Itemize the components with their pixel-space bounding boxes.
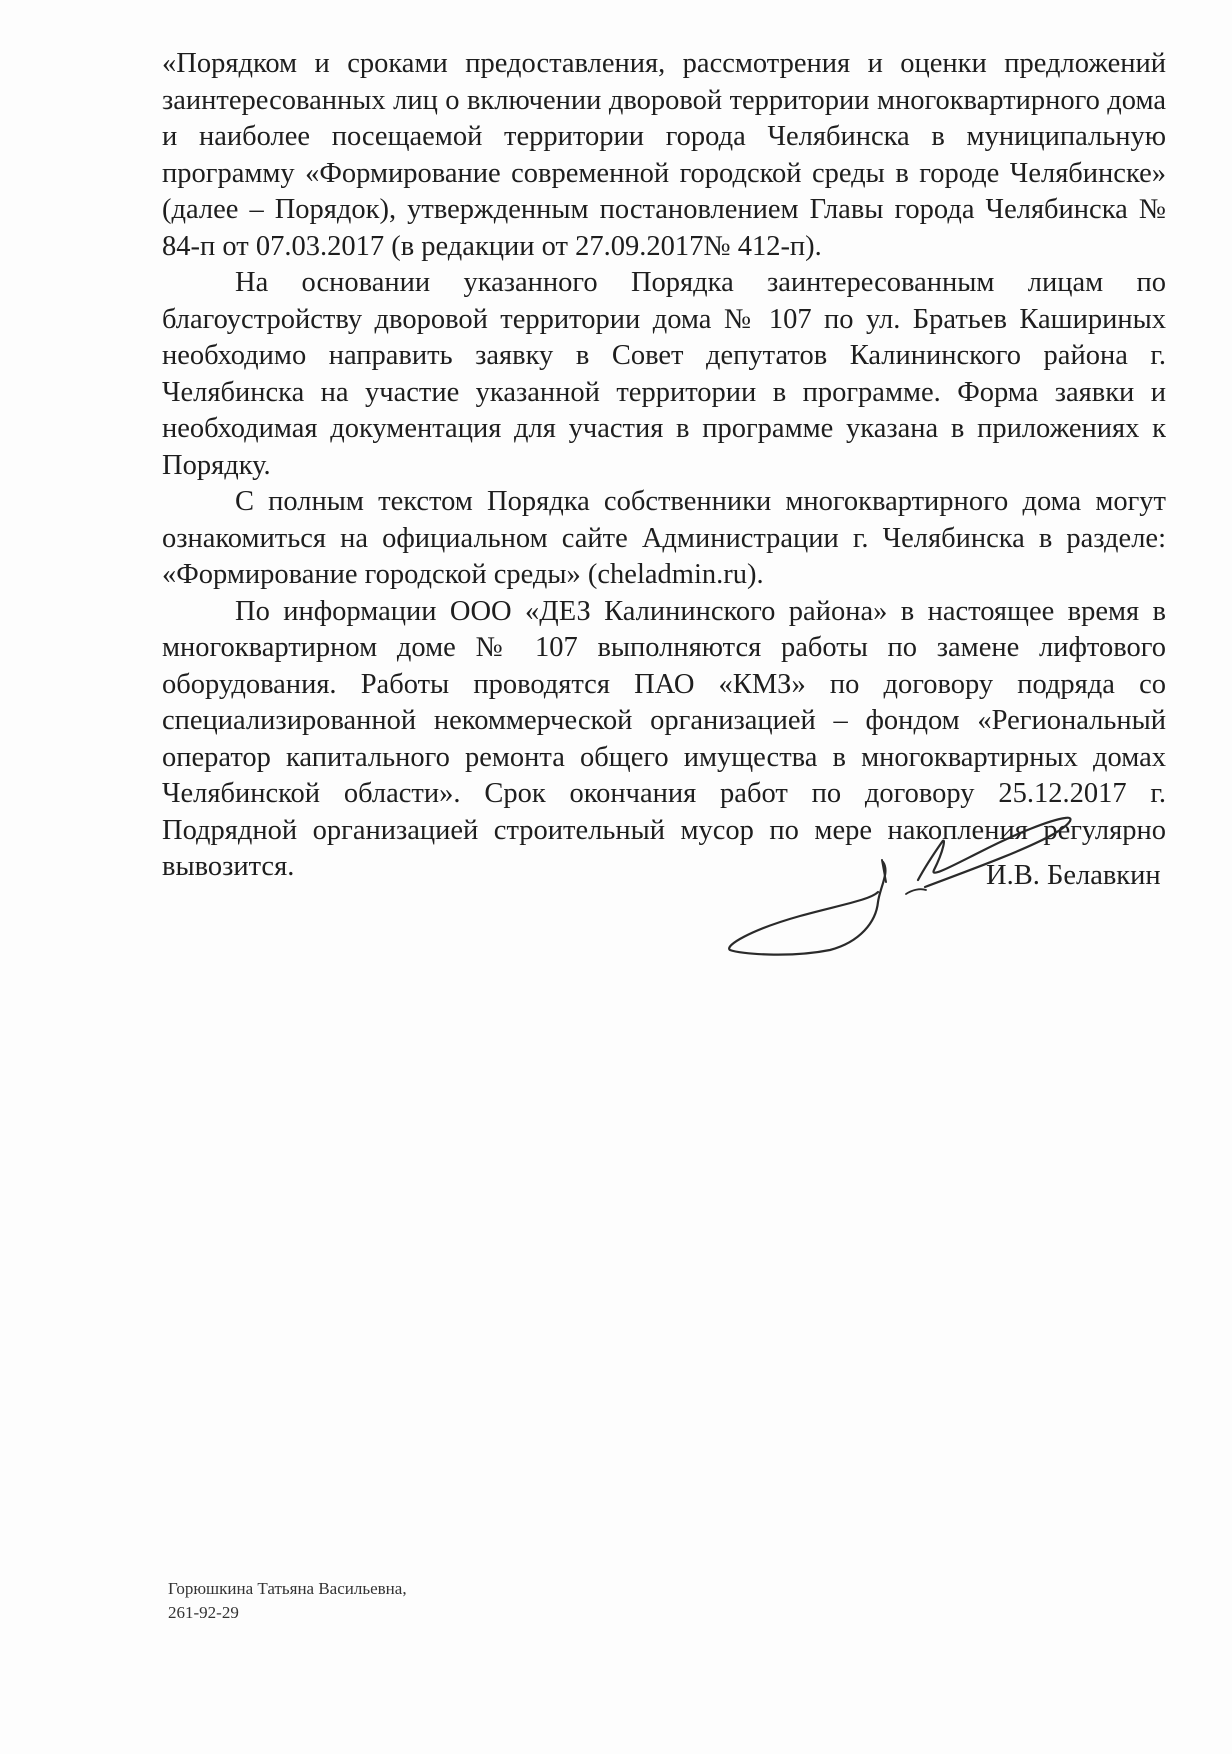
executor-block xyxy=(168,1577,407,1625)
signer-name: И.В. Белавкин xyxy=(986,860,1161,891)
paragraph-continuation: «Порядком и сроками предоставления, рассмотрения и оценки предложений заинтересованных лиц о включении дворовой территории многоквартирного дома и наиболее посещаемой территории города Челябинска в муниципальную программу «Формирование современной городской среды в городе Челябинске» (далее – Порядок), утвержденным постановлением Главы города Челябинска № 84-п от 07.03.2017 (в редакции от 27.09.2017№ 412-п). xyxy=(162,48,1166,262)
paragraph-elevator-works: По информации ООО «ДЕЗ Калининского района» в настоящее время в многоквартирном доме № 107 выполняются работы по замене лифтового оборудования. Работы проводятся ПАО «КМЗ» по договору подряда со специализированной некоммерческой организацией – фондом «Региональный оператор капитального ремонта общего имущества в многоквартирных домах Челябинской области». Срок окончания работ по договору 25.12.2017 г. Подрядной организацией строительный мусор по мере накопления регулярно вывозится. xyxy=(162,595,1166,882)
paragraph-application: На основании указанного Порядка заинтересованным лицам по благоустройству дворовой территории дома № 107 по ул. Братьев Кашириных необходимо направить заявку в Совет депутатов Калининского района г. Челябинска на участие указанной территории в программе. Форма заявки и необходимая документация для участия в программе указана в приложениях к Порядку. xyxy=(162,267,1166,481)
executor-phone: 261-92-29 xyxy=(168,1603,239,1622)
paragraph-full-text: С полным текстом Порядка собственники многоквартирного дома могут ознакомиться на официальном сайте Администрации г. Челябинска в разделе: «Формирование городской среды» (cheladmin.ru). xyxy=(162,486,1166,590)
letter-body xyxy=(162,46,1166,886)
executor-name: Горюшкина Татьяна Васильевна, xyxy=(168,1579,407,1598)
